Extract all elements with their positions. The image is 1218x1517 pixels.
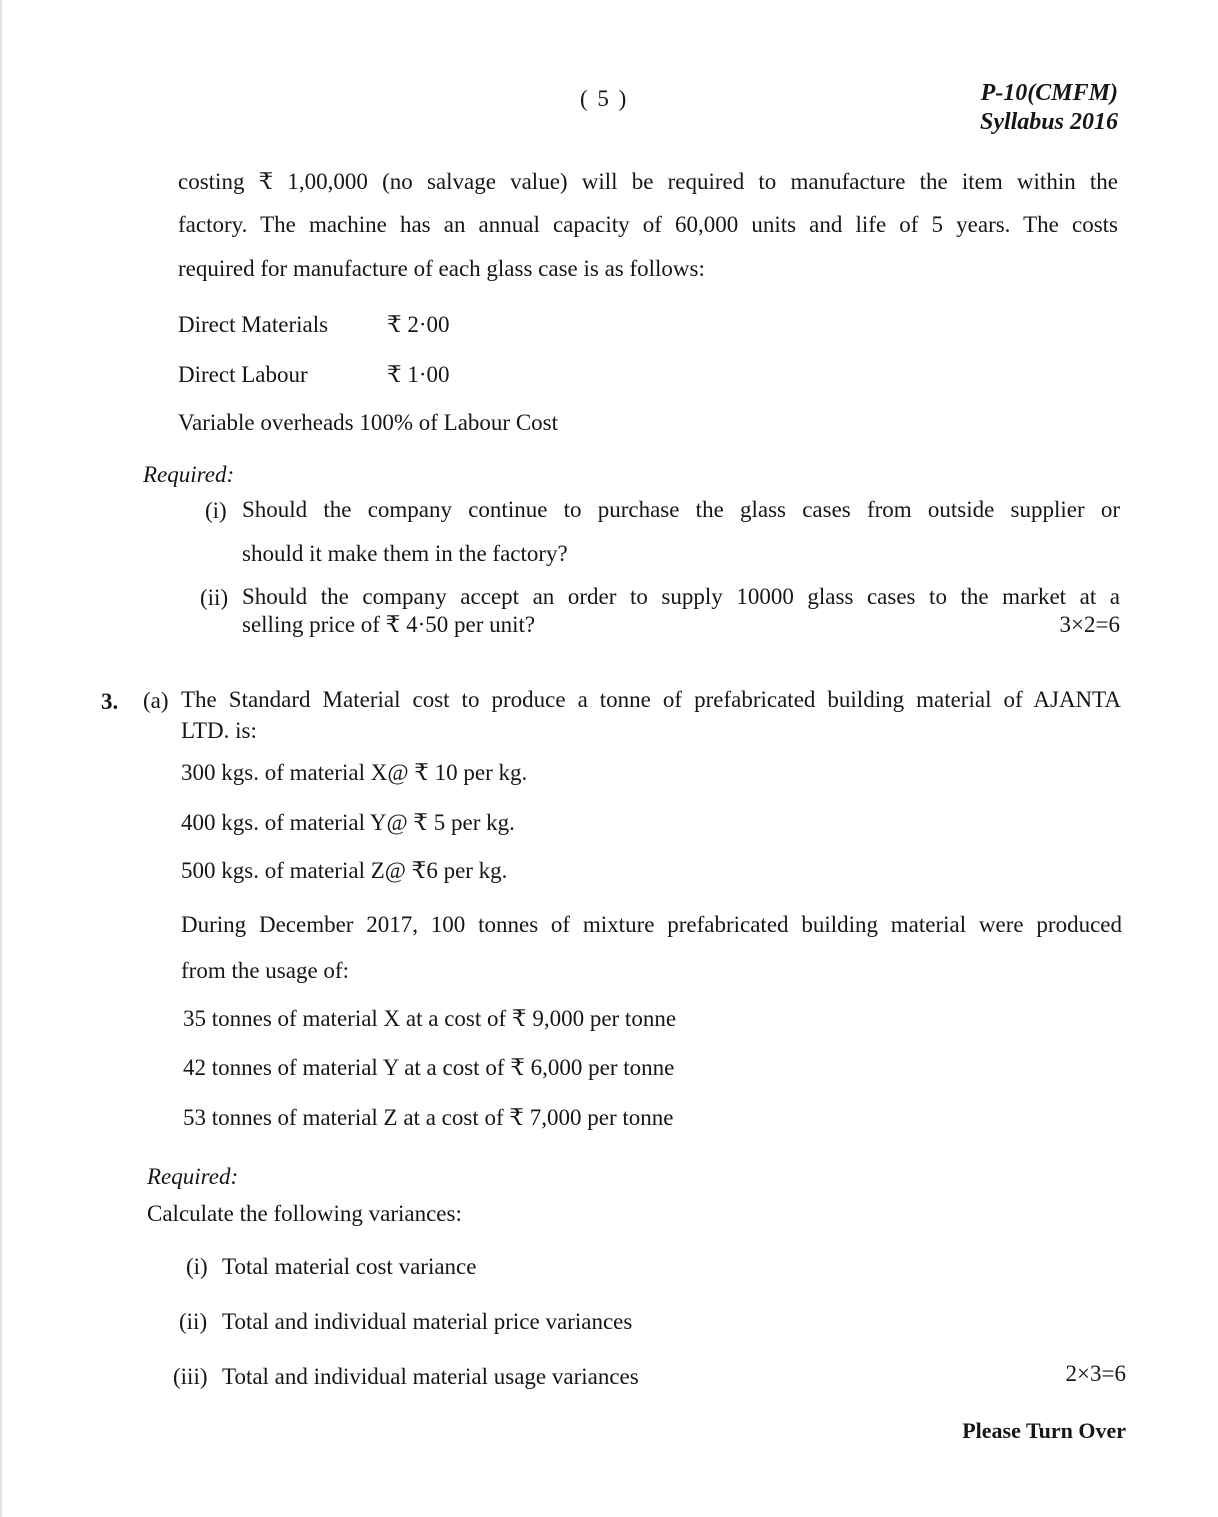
actual-line: 35 tonnes of material X at a cost of ₹ 9,000 per tonne [183, 1006, 677, 1031]
q2-paragraph-line: costing ₹ 1,00,000 (no salvage value) will be required to manufacture the item within the [178, 169, 1118, 194]
cost-label: Direct Labour [178, 362, 308, 387]
q2-paragraph-line: required for manufacture of each glass case is as follows: [178, 256, 705, 281]
req-number: (ii) [200, 585, 229, 610]
actual-line: 53 tonnes of material Z at a cost of ₹ 7,000 per tonne [183, 1105, 674, 1130]
variance-text: Total and individual material price variances [222, 1309, 633, 1334]
variance-number: (i) [186, 1254, 208, 1279]
q3-intro-line: The Standard Material cost to produce a tonne of prefabricated building material of AJANTA [181, 687, 1121, 712]
please-turn-over: Please Turn Over [962, 1418, 1126, 1443]
variable-overheads: Variable overheads 100% of Labour Cost [178, 410, 559, 435]
actual-line: 42 tonnes of material Y at a cost of ₹ 6,000 per tonne [183, 1055, 675, 1080]
syllabus-label: Syllabus 2016 [979, 109, 1118, 135]
q2-paragraph-line: factory. The machine has an annual capacity of 60,000 units and life of 5 years. The costs [178, 212, 1118, 237]
q3-marks: 2×3=6 [1065, 1361, 1126, 1386]
variance-number: (ii) [179, 1309, 208, 1334]
req-text-line: Should the company continue to purchase the glass cases from outside supplier or [242, 497, 1120, 522]
q3-intro-line: LTD. is: [181, 718, 257, 743]
variance-text: Total material cost variance [222, 1254, 477, 1279]
during-line: from the usage of: [181, 958, 349, 983]
page-number: ( 5 ) [580, 86, 629, 111]
variance-text: Total and individual material usage variances [222, 1364, 639, 1389]
calc-line: Calculate the following variances: [147, 1201, 462, 1226]
req-text-line: selling price of ₹ 4·50 per unit? [242, 612, 536, 637]
req-text-line: should it make them in the factory? [242, 541, 568, 566]
question-number: 3. [101, 689, 119, 714]
variance-number: (iii) [173, 1364, 208, 1389]
required-label: Required: [143, 462, 235, 487]
standard-line: 300 kgs. of material X@ ₹ 10 per kg. [181, 760, 528, 785]
page-edge-shadow [0, 0, 3, 1517]
standard-line: 500 kgs. of material Z@ ₹6 per kg. [181, 858, 508, 883]
cost-value: ₹ 2·00 [387, 312, 450, 337]
req-text-line: Should the company accept an order to supply 10000 glass cases to the market at a [242, 584, 1120, 609]
paper-code: P-10(CMFM) [980, 80, 1118, 106]
cost-label: Direct Materials [178, 312, 329, 337]
q2-marks: 3×2=6 [1059, 612, 1120, 637]
standard-line: 400 kgs. of material Y@ ₹ 5 per kg. [181, 810, 515, 835]
required-label: Required: [147, 1164, 239, 1189]
question-part: (a) [143, 688, 169, 713]
during-line: During December 2017, 100 tonnes of mixture prefabricated building material were produced [181, 912, 1122, 937]
req-number: (i) [205, 498, 227, 523]
cost-value: ₹ 1·00 [387, 362, 450, 387]
